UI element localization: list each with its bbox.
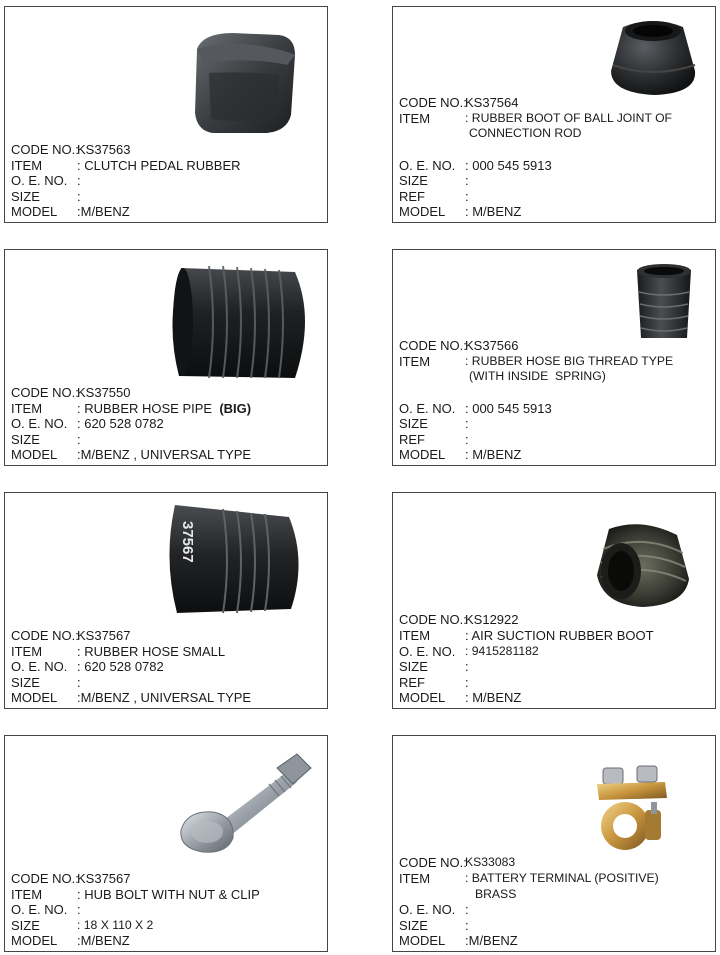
label-item: ITEM (11, 400, 43, 416)
item-value: : BATTERY TERMINAL (POSITIVE) (465, 871, 659, 886)
size-value: : (465, 659, 469, 675)
label-oe: O. E. NO. (11, 902, 68, 918)
oe-value: : 9415281182 (465, 643, 539, 658)
label-model: MODEL (11, 447, 58, 463)
ref-value: : (465, 674, 469, 690)
code-value: KS33083 (465, 855, 516, 870)
code-value: KS12922 (465, 612, 519, 628)
label-size: SIZE (399, 917, 428, 933)
item-size-bold: (BIG) (219, 400, 252, 416)
label-model: MODEL (399, 204, 446, 220)
label-item: ITEM (11, 886, 43, 902)
product-card-ks37563 (4, 6, 328, 223)
model-value: : M/BENZ (465, 447, 522, 463)
label-code: CODE NO.: (11, 385, 79, 401)
label-oe: O. E. NO. (11, 659, 68, 675)
label-size: SIZE (399, 659, 428, 675)
size-value: : (465, 416, 469, 432)
label-item: ITEM (11, 157, 43, 173)
label-item: ITEM (399, 871, 431, 887)
label-code: CODE NO.: (399, 95, 467, 111)
label-oe: O. E. NO. (399, 400, 456, 416)
battery-terminal-photo (587, 760, 677, 858)
label-size: SIZE (11, 674, 40, 690)
label-model: MODEL (11, 933, 58, 949)
size-value: : (465, 173, 469, 189)
ref-value: : (465, 431, 469, 447)
label-item: ITEM (11, 643, 43, 659)
size-value: : (77, 188, 81, 204)
label-code: CODE NO.: (11, 871, 79, 887)
model-value: : M/BENZ (465, 204, 522, 220)
item-value-line2: (WITH INSIDE SPRING) (469, 369, 606, 384)
clutch-pedal-rubber-photo (183, 27, 301, 139)
oe-value: : (77, 902, 81, 918)
label-ref: REF (399, 431, 425, 447)
air-suction-boot-photo (589, 519, 693, 611)
item-value-line2: BRASS (475, 886, 517, 901)
code-value: KS37550 (77, 385, 131, 401)
label-item: ITEM (399, 353, 431, 369)
size-value: : 18 X 110 X 2 (77, 917, 154, 932)
label-model: MODEL (11, 204, 58, 220)
label-size: SIZE (11, 917, 40, 933)
item-value: : AIR SUCTION RUBBER BOOT (465, 628, 654, 644)
model-value: :M/BENZ , UNIVERSAL TYPE (77, 447, 252, 463)
size-value: : (465, 917, 469, 933)
part-number-stamp: 37567 (179, 521, 196, 563)
label-oe: O. E. NO. (11, 416, 68, 432)
rubber-hose-pipe-photo (165, 258, 325, 390)
label-code: CODE NO.: (399, 612, 467, 628)
label-model: MODEL (399, 447, 446, 463)
thread-hose-photo (631, 262, 697, 344)
oe-value: : (465, 902, 469, 918)
spec-block (399, 612, 654, 706)
model-value: :M/BENZ (465, 933, 518, 949)
rubber-hose-small-photo (165, 501, 315, 621)
product-card-ks37550 (4, 249, 328, 466)
label-size: SIZE (11, 188, 40, 204)
product-card-ks12922 (392, 492, 716, 709)
label-size: SIZE (399, 416, 428, 432)
label-model: MODEL (399, 933, 446, 949)
item-value-line2: CONNECTION ROD (469, 126, 582, 141)
item-value: : RUBBER HOSE PIPE (77, 400, 213, 416)
product-card-ks37567-bolt (4, 735, 328, 952)
label-ref: REF (399, 188, 425, 204)
item-value: : RUBBER HOSE SMALL (77, 643, 226, 659)
ref-value: : (465, 188, 469, 204)
oe-value: : 620 528 0782 (77, 416, 164, 432)
oe-value: : (77, 173, 81, 189)
product-card-ks37567-hose (4, 492, 328, 709)
model-value: :M/BENZ , UNIVERSAL TYPE (77, 690, 252, 706)
spec-block (11, 385, 251, 463)
code-value: KS37567 (77, 628, 131, 644)
hub-bolt-photo (173, 750, 323, 862)
label-size: SIZE (11, 431, 40, 447)
oe-value: : 000 545 5913 (465, 157, 552, 173)
item-value: : RUBBER HOSE BIG THREAD TYPE (465, 353, 674, 368)
code-value: KS37566 (465, 338, 519, 354)
oe-value: : 000 545 5913 (465, 400, 552, 416)
ball-joint-boot-photo (605, 13, 701, 99)
label-oe: O. E. NO. (399, 902, 456, 918)
spec-block (11, 142, 241, 220)
label-size: SIZE (399, 173, 428, 189)
label-code: CODE NO.: (399, 855, 467, 871)
label-ref: REF (399, 674, 425, 690)
product-card-ks37564 (392, 6, 716, 223)
label-item: ITEM (399, 110, 431, 126)
code-value: KS37564 (465, 95, 519, 111)
spec-block (399, 95, 672, 220)
label-model: MODEL (399, 690, 446, 706)
spec-block (11, 628, 251, 706)
label-code: CODE NO.: (11, 142, 79, 158)
label-code: CODE NO.: (11, 628, 79, 644)
spec-block (11, 871, 260, 949)
product-card-ks33083 (392, 735, 716, 952)
size-value: : (77, 431, 81, 447)
spec-block (399, 855, 659, 949)
oe-value: : 620 528 0782 (77, 659, 164, 675)
code-value: KS37563 (77, 142, 131, 158)
model-value: : M/BENZ (465, 690, 522, 706)
spec-block (399, 338, 673, 463)
model-value: :M/BENZ (77, 933, 130, 949)
label-oe: O. E. NO. (399, 157, 456, 173)
model-value: :M/BENZ (77, 204, 130, 220)
label-item: ITEM (399, 628, 431, 644)
item-value: : HUB BOLT WITH NUT & CLIP (77, 886, 260, 902)
label-code: CODE NO.: (399, 338, 467, 354)
label-model: MODEL (11, 690, 58, 706)
product-card-ks37566 (392, 249, 716, 466)
item-value: : RUBBER BOOT OF BALL JOINT OF (465, 110, 673, 125)
code-value: KS37567 (77, 871, 131, 887)
label-oe: O. E. NO. (11, 173, 68, 189)
item-value: : CLUTCH PEDAL RUBBER (77, 157, 241, 173)
size-value: : (77, 674, 81, 690)
label-oe: O. E. NO. (399, 643, 456, 659)
